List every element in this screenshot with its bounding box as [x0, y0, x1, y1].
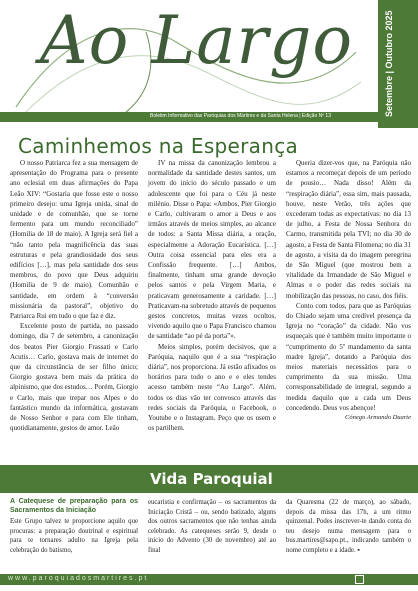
masthead — [0, 0, 418, 128]
footer-bar — [0, 574, 418, 585]
paragraph: Excelente posto de partida, no passado domingo, dia 7 de setembro, a canonização dos beatos Pier Giorgio Frassati e Carlo Acutis… Carlo, gostava mais de internet do que da circunstância de ser filho único; Giorgio gostava bem mais da prática do alpinismo, que dos estudos… Porém, Giorgio e Carlo, mais que trepar nos Alpes e do fantástico mundo da informática, gostavam de Nosso Senhor e para com Ele tinham, quotidianamente, gestos de amor. Leão — [10, 322, 138, 433]
section-column-1 — [10, 498, 138, 555]
paragraph: Conto com todos, para que as Paróquias do Chiado sejam uma credível presença da Igreja no “coração” da cidade. Não vos esqueçais que é também muito importante o “cumprimento do 5º mandamento da santa madre Igreja”, dotando a Paróquia dos meios materiais necessários para o cumprimento da sua missão. Uma corresponsabilidade de integral, segundo a medida daquilo que a cada um Deus concedendo. Deus vos abençoe! — [286, 301, 411, 412]
paragraph: da Quaresma (22 de março), ao sábado, depois da missa das 17h, a um ritmo quinzenal. Podes inscrever-te dando conta do teu desejo numa mensagem para o bus.martires@sapo.pt., indicando também o nome completo e a idade. ▪ — [286, 499, 411, 554]
square-icon — [355, 575, 364, 584]
issue-date: Setembre | Outubro 2025 — [384, 10, 394, 118]
footer-url[interactable]: www.paroquiadosmartires.pt — [8, 575, 149, 582]
section-column-2 — [148, 498, 276, 556]
section-column-3 — [286, 498, 411, 556]
paragraph: Meios simples, porém decisivos, que a Paróquia, naquilo que é a sua “respiração diária”, nos proporciona. Já estão afixados os horários para todo o ano e e eles tendes acesso também neste “Ao Largo”. Além, todos os dias vão ter convosco através das redes sociais da Paróquia, o Facebook, o Youtube e o Instagram. Peço que os usem e os partilhem. — [148, 342, 276, 433]
article-column-2 — [148, 158, 276, 433]
article-headline: Caminhemos na Esperança — [18, 134, 299, 158]
section-title: Vida Paroquial — [150, 470, 273, 488]
paragraph: Queria dizer-vos que, na Paróquia não estamos a recomeçar depois de um período de pousio… Nada disso! Além da “respiração diária”, essa sim, mais pausada, houve, neste Verão, três ações que excederam todas as expectativas: no dia 13 de julho, a Festa de Nossa Senhora do Carmo, transmitida pela TVI; no dia 30 de agosto, a Festa de Santa Filomena; no dia 31 de agosto, a visita da do imagem peregrina de São Miguel (que mostrou bem a vitalidade da Irmandade de São Miguel e Almas e o poder das redes sociais na mobilização das pessoas, no caso, dos fiéis. — [286, 159, 412, 300]
section-subheading: A Catequese de preparação para os Sacramentos da Iniciação — [10, 498, 138, 514]
paragraph: IV na missa da canonização lembrou a normalidade da santidade destes santos, um jovem do início do século passado e um adolescente que foi para o Céu já neste milénio. Disse o Papa: «Ambos, Pier Giorgio e Carlo, cultivaram o amor a Deus e aos irmãos através de meios simples, ao alcance de todos: a Santa Missa diária, a oração, especialmente a Adoração Eucarística. […] Outra coisa essencial para eles era a Confissão frequente. […] Ambos, finalmente, tinham uma grande devoção pelos santos e pela Virgem Maria, e praticavam generosamente a caridade. […] Praticavam-na sobretudo através de pequenos gestos concretos, muitas vezes ocultos, vivendo aquilo que o Papa Francisco chamou de santidade “ao pé da porta”». — [148, 159, 276, 341]
subtitle-text: Boletim Informativo das Paróquias dos Mártires e da Santa Helena | Edição Nº 13 — [150, 113, 331, 119]
section-header-bar — [0, 465, 418, 493]
signature: Cónego Armando Duarte — [345, 414, 411, 422]
article-column-1 — [10, 158, 138, 433]
paragraph: Este Grupo talvez te proporcione aquilo que procuras: a preparação doutrinal e espiritual para te tornares adulto na Igreja pela celebração do batismo, — [10, 518, 138, 554]
paragraph: eucaristia e confirmação – os sacramentos da Iniciação Cristã – ou, sendo batizado, alguns dos outros sacramentos que não tenhas ainda celebrado. As catequeses serão 9, desde o início do Advento (30 de novembro) até ao final — [148, 499, 276, 554]
paragraph: O nosso Patriarca fez a sua mensagem de apresentação do Programa para o presente ano eclesial em duas afirmações do Papa Leão XIV: “Gostaria que fosse este o nosso primeiro desejo: uma Igreja unida, sinal de unidade e de comunhão, que se torne fermento para um mundo reconciliado” (Homilia de 18 de maio). A Igreja será fiel a “não tanto pela magnificência das suas estruturas e pela grandiosidade dos seus edifícios […], mas pela santidade dos seus membros, do povo que Deus adquiriu (Homilia de 9 de maio). Comunhão e santidade, em ordem à “conversão missionária da pastoral”, objetivo do Patriarca Rui em tudo o que faz e diz. — [10, 159, 138, 321]
article-column-3 — [286, 158, 411, 423]
logo-title: Ao Largo — [40, 2, 354, 79]
date-strip — [378, 0, 418, 128]
subtitle-bar — [0, 112, 378, 122]
